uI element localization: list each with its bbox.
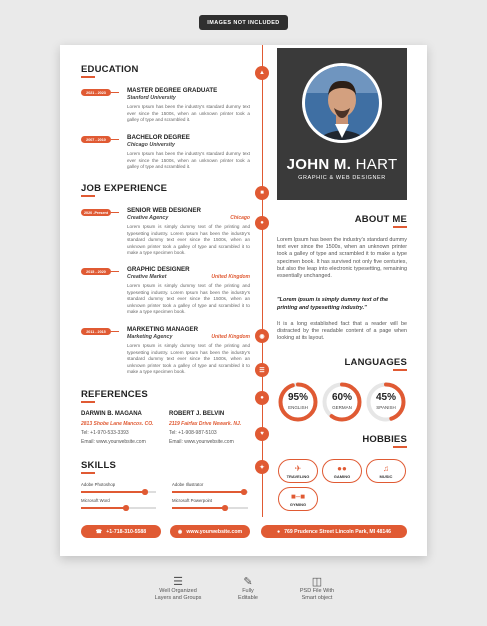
job-location-1: Chicago [230,215,250,221]
job-company-1: Creative Agency [127,215,169,221]
profile-role: GRAPHIC & WEB DESIGNER [298,175,386,181]
languages-title: LANGUAGES [344,357,407,368]
job-text-1: Lorem Ipsum is simply dummy text of the printing and typesetting industry. Lorem Ipsum has been the industry's standard dummy text ever since the 1500s, when an unknown printer took a galley of type and scrambled it to make a type specimen book. [127,224,250,255]
ref-name-2: ROBERT J. BELVIN [169,411,225,417]
job-company-2: Creative Market [127,274,167,280]
skill-fill-2 [172,491,244,493]
plane-icon: ✈ [294,463,302,473]
feature-layers-line1: Well Organized [159,588,197,594]
images-not-included-badge: IMAGES NOT INCLUDED [199,15,288,30]
edu-date-2: 2007 - 2010 [81,136,111,143]
skill-fill-3 [81,507,126,509]
hobby-gaming [322,459,362,483]
languages-underline [393,369,407,371]
footer-address [261,525,407,538]
ref-email-2: Email: www.yourwebsite.com [169,439,234,445]
references-underline [81,401,95,403]
skill-bar-1 [81,491,156,493]
language-pct-german: 60% [331,392,352,403]
tools-icon: ✦ [255,460,269,474]
language-pct-english: 95% [287,392,308,403]
job-company-3: Marketing Agency [127,334,173,340]
briefcase-icon: ■ [255,186,269,200]
skill-bar-2 [172,491,248,493]
job-connector-3 [111,331,119,332]
language-english [278,382,318,422]
feature-psd [282,575,352,602]
feature-layers [143,575,213,602]
references-title: REFERENCES [81,389,148,400]
footer-website-text: www.yourwebsite.com [186,528,243,535]
skill-label-2: Adobe Illustrator [172,482,204,487]
ref-email-1: Email: www.yourwebsite.com [81,439,146,445]
job-title-1: SENIOR WEB DESIGNER [127,207,201,214]
skills-underline [81,472,95,474]
edu-title-1: MASTER DEGREE GRADUATE [127,87,218,94]
ref-address-1: 2813 Shobe Lane Mancos. CO. [81,421,154,427]
hobby-label-music: MUSIC [379,473,393,479]
about-paragraph-2: It is a long established fact that a reader will be distracted by the readable content of a page when looking at its layout. [277,321,407,342]
timeline-divider [262,45,263,517]
footer-phone-text: +1-718-310-5588 [106,528,147,535]
hobbies-underline [393,446,407,448]
music-icon: ♫ [383,463,389,473]
job-date-3: 2011 - 2015 [81,328,111,335]
job-title-2: GRAPHIC DESIGNER [127,266,190,273]
feature-layers-line2: Layers and Groups [154,595,202,601]
hobbies-title: HOBBIES [362,434,407,445]
globe-icon: ◉ [177,528,183,535]
edu-school-1: Stanford University [127,95,176,101]
gamepad-icon: ●● [337,463,347,473]
dumbbell-icon: ■–■ [290,491,306,501]
skill-knob-2 [241,489,247,495]
language-name-english: ENGLISH [288,405,308,410]
language-spanish [366,382,406,422]
feature-psd-line2: Smart object [301,595,333,601]
feature-psd-line1: PSD File With [299,588,335,594]
job-date-1: 2020 -Present [81,209,111,216]
languages-icon: ☰ [255,363,269,377]
heart-icon: ♥ [255,427,269,441]
about-title: ABOUT ME [354,214,407,225]
profile-first-name: JOHN M. [286,156,352,173]
edu-text-1: Lorem Ipsum has been the industry's standard dummy text ever since the 1500s, when an unknown printer took a galley of type and scrambled it. [127,104,250,122]
hobby-traveling [278,459,318,483]
edit-icon: ✎ [243,576,253,588]
skill-knob-3 [123,505,129,511]
language-pct-spanish: 45% [375,392,396,403]
profile-last-name: HART [355,156,398,173]
skill-bar-4 [172,507,248,509]
job-text-2: Lorem Ipsum is simply dummy text of the printing and typesetting industry. Lorem Ipsum has been the industry's standard dummy text ever since the 1500s, when an unknown printer took a galley of type and scrambled it to make a type specimen book. [127,283,250,314]
ref-name-1: DARWIN B. MAGANA [81,411,142,417]
hobby-music [366,459,406,483]
feature-editable-line1: Fully [242,588,254,594]
edu-text-2: Lorem Ipsum has been the industry's standard dummy text ever since the 1500s, when an unknown printer took a galley of type and scrambled it. [127,151,250,169]
education-underline [81,76,95,78]
hobby-gyming [278,487,318,511]
globe-icon: ◉ [255,329,269,343]
user-icon: ● [255,216,269,230]
skill-fill-4 [172,507,225,509]
experience-underline [81,195,95,197]
edu-date-1: 2021 - 2023 [81,89,111,96]
feature-editable-line2: Editable [238,595,258,601]
skill-label-1: Adobe Photoshop [81,482,116,487]
hobby-label-gaming: GAMING [333,473,351,479]
job-location-2: United Kingdom [211,274,250,280]
ref-tel-2: Tel: +1-908-987-5103 [169,430,217,436]
ref-tel-1: Tel: +1-970-533-3393 [81,430,129,436]
language-name-spanish: SPANISH [376,405,396,410]
hobby-label-gyming: GYMING [289,501,307,507]
graduation-cap-icon: ▲ [255,66,269,80]
language-german [322,382,362,422]
about-quote: "Lorem ipsum is simply dummy text of the printing and typesetting industry." [277,297,389,311]
layers-icon: ☰ [173,576,183,588]
footer-website[interactable] [170,525,250,538]
edu-connector-2 [111,139,119,140]
edu-connector-1 [111,92,119,93]
job-text-3: Lorem Ipsum is simply dummy text of the printing and typesetting industry. Lorem Ipsum has been the industry's standard dummy text ever since the 1500s, when an unknown printer took a galley of type and scrambled it to make a type specimen book. [127,343,250,374]
profile-photo [277,48,407,152]
skill-label-4: Microsoft Powerpoint [172,498,213,503]
ref-address-2: 2119 Fairfax Drive Newark. NJ. [169,421,242,427]
about-paragraph-1: Lorem Ipsum has been the industry's standard dummy text ever since the 1500s, when an unknown printer took a galley of type and scrambled it to make a type specimen book. It has survived not only five centuries, but also the leap into electronic typesetting, remaining essentially unchanged. [277,237,407,280]
skill-bar-3 [81,507,156,509]
footer-phone [81,525,161,538]
file-icon: ◫ [311,576,323,588]
experience-title: JOB EXPERIENCE [81,183,168,194]
phone-icon: ☎ [95,528,103,535]
footer-address-text: 769 Prudence Street Lincoln Park, MI 48146 [284,528,392,535]
profile-name [277,156,407,173]
location-pin-icon: ● [276,528,281,535]
edu-title-2: BACHELOR DEGREE [127,134,190,141]
skill-fill-1 [81,491,145,493]
education-title: EDUCATION [81,64,139,75]
skill-label-3: Microsoft Word [81,498,110,503]
job-connector-2 [111,271,119,272]
job-title-3: MARKETING MANAGER [127,326,199,333]
feature-editable [213,575,283,602]
people-icon: ● [255,391,269,405]
hobby-label-traveling: TRAVELING [286,473,310,479]
skill-knob-1 [142,489,148,495]
job-location-3: United Kingdom [211,334,250,340]
language-name-german: GERMAN [332,405,352,410]
skills-title: SKILLS [81,460,116,471]
skill-knob-4 [222,505,228,511]
job-connector-1 [111,212,119,213]
about-underline [393,226,407,228]
job-date-2: 2015 - 2020 [81,268,111,275]
edu-school-2: Chicago University [127,142,175,148]
